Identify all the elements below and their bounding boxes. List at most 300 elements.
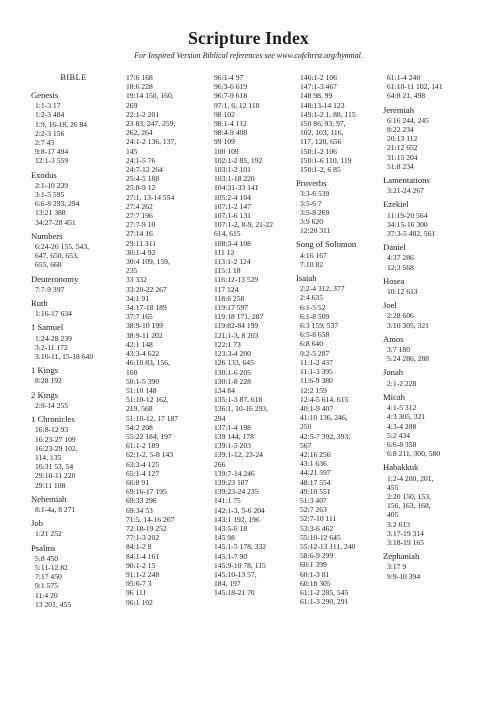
book-name: Amos: [383, 333, 404, 344]
index-entry: 1:16-17 634: [35, 309, 72, 319]
index-entry: 12:1-3 559: [35, 156, 69, 166]
book-name: Zephaniah: [383, 551, 420, 562]
index-entry: 23 83, 247, 259,: [126, 119, 176, 129]
index-entry: 25:4-5 188: [126, 174, 160, 184]
index-entry: 31:15 204: [387, 152, 418, 162]
index-entry: 11:1-2 437: [300, 357, 333, 367]
index-entry: 4:37 286: [387, 253, 414, 263]
index-entry: 53:3-6 462: [300, 523, 334, 533]
index-entry: 8:28 192: [35, 376, 62, 386]
index-entry: 2:2-3 156: [35, 128, 65, 138]
index-entry: 69:33 296: [126, 496, 157, 506]
index-entry: 41:10 136, 246,: [300, 413, 348, 423]
index-entry: 37:3-5 482, 561: [387, 229, 436, 239]
book-group: [383, 334, 460, 364]
book-group: [383, 105, 460, 171]
index-entry: 11:1-3 395: [300, 367, 333, 377]
index-entry: 266: [214, 459, 226, 469]
index-entry: 103:1-2 101: [214, 165, 251, 175]
index-entry: 7:17 450: [35, 572, 62, 582]
index-entry: 22:1-2 201: [126, 109, 160, 119]
index-entry: 44:21 597: [300, 468, 331, 478]
book-name: Jonah: [383, 367, 404, 378]
index-entry: 84:1-4 161: [126, 551, 160, 561]
index-entry: 150 86, 93, 97,: [300, 119, 346, 129]
index-entry: 3:1-5 595: [35, 190, 65, 200]
index-column: [122, 73, 210, 613]
index-entry: 96:1-4 97: [214, 73, 244, 82]
index-entry: 2:28 606: [387, 311, 414, 321]
index-entry: 108:3-4 108: [214, 238, 251, 248]
index-entry: 2:2-4 312, 377: [300, 284, 345, 294]
index-entry: 119:17 597: [214, 303, 249, 313]
index-entry: 29:10-11 220: [35, 471, 76, 481]
index-entry: 294: [214, 413, 226, 423]
index-entry: 4:1-5 312: [387, 403, 417, 413]
index-entry: 16:23-27 109: [35, 434, 76, 444]
index-entry: 567: [300, 440, 312, 450]
index-entry: 20:13 112: [387, 134, 418, 144]
index-entry: 119:82-84 199: [214, 321, 259, 331]
index-entry: 3:10-11, 15-18 640: [35, 352, 94, 362]
index-entry: 1:24-28 239: [35, 333, 72, 343]
book-group: [383, 242, 460, 272]
index-entry: 65:1-4 127: [126, 468, 160, 478]
index-entry: 33 332: [126, 275, 147, 285]
index-entry: 3:7 180: [387, 345, 410, 355]
book-name: Joel: [383, 300, 397, 311]
index-entry: 8:1-4a, 8 271: [35, 504, 76, 514]
index-entry: 37:7 165: [126, 312, 153, 322]
book-group: [383, 367, 460, 387]
index-entry: 9:2-5 287: [300, 348, 330, 358]
index-entry: 9:1 575: [35, 581, 58, 591]
index-entry: 115:1 18: [214, 266, 241, 276]
index-column: [210, 73, 296, 613]
book-group: [296, 239, 377, 269]
index-entry: 119:18 171, 287: [214, 312, 264, 322]
index-entry: 2:4 635: [300, 293, 323, 303]
index-entry: 1:2-3 484: [35, 110, 65, 120]
index-entry: 150:1-6 110, 119: [300, 155, 352, 165]
index-entry: 49:10 551: [300, 486, 331, 496]
index-entry: 1:1-3 17: [35, 101, 61, 111]
index-entry: 139:23 187: [214, 477, 249, 487]
index-entry: 3:10 305, 321: [387, 320, 429, 330]
index-entry: 4:3 305, 321: [387, 412, 426, 422]
book-name: Ruth: [31, 298, 48, 309]
index-entry: 7:10 82: [300, 259, 323, 269]
index-entry: 51:3 407: [300, 495, 327, 505]
index-entry: 142:1-3, 5-6 204: [214, 505, 265, 515]
index-entry: 117, 120, 656: [300, 137, 342, 147]
index-entry: 50:1-5 390: [126, 376, 160, 386]
book-name: Lamentations: [383, 175, 430, 186]
index-entry: 145:9-10 78, 115: [214, 560, 266, 570]
index-entry: 12:4-5 614, 615: [300, 394, 349, 404]
index-entry: 139:23-24 235: [214, 487, 259, 497]
index-entry: 98:4-9 408: [214, 128, 248, 138]
index-entry: 25:8-9 12: [126, 183, 156, 193]
index-entry: 235: [126, 266, 138, 276]
index-entry: 60:18 305: [300, 578, 331, 588]
book-group: [210, 73, 290, 598]
index-entry: 455: [387, 482, 399, 492]
index-entry: 150:1-2 106: [300, 146, 337, 156]
index-column: [383, 73, 466, 613]
index-entry: 126 133, 645: [214, 358, 254, 368]
index-entry: 30:4 109, 159,: [126, 257, 170, 267]
index-entry: 11:19-20 564: [387, 210, 428, 220]
index-entry: 96:1 102: [126, 597, 153, 607]
index-entry: 145:18-21 70: [214, 588, 255, 598]
book-group: [296, 178, 377, 235]
index-entry: 6:8 640: [300, 339, 323, 349]
index-entry: 2:20 150, 153,: [387, 491, 431, 501]
index-entry: 12:3 568: [387, 262, 414, 272]
index-entry: 96 111: [126, 588, 147, 598]
book-group: [296, 273, 377, 606]
index-entry: 104:31-33 141: [214, 183, 259, 193]
index-entry: 95:6-7 3: [126, 579, 152, 589]
index-entry: 114, 135: [35, 452, 62, 462]
index-entry: 614, 615: [214, 229, 241, 239]
index-entry: 19:14 150, 160,: [126, 91, 174, 101]
index-entry: 135:1-3 87, 618: [214, 395, 263, 405]
index-entry: 27:7-9 10: [126, 220, 156, 230]
book-group: [383, 392, 460, 458]
index-entry: 24:7-12 264: [126, 165, 163, 175]
index-entry: 60:1-3 81: [300, 569, 330, 579]
index-entry: 6:6-8 358: [387, 439, 417, 449]
book-group: [383, 462, 460, 547]
index-entry: 3:2 613: [387, 519, 410, 529]
index-entry: 5:11-12 82: [35, 562, 68, 572]
page-title: Scripture Index: [188, 28, 309, 48]
book-name: Psalms: [31, 542, 56, 553]
index-entry: 123:3-4 200: [214, 349, 251, 359]
index-entry: 61:10-11 102, 141: [387, 82, 443, 92]
index-entry: 102:1-2 85, 192: [214, 155, 263, 165]
index-entry: 107:1-6 131: [214, 211, 251, 221]
index-entry: 121:1-3, 8 203: [214, 330, 259, 340]
index-entry: 51:10 148: [126, 385, 157, 395]
index-entry: 29:11 311: [126, 238, 157, 248]
index-entry: 71:5, 14-16 267: [126, 514, 175, 524]
index-entry: 6:16 244, 245: [387, 115, 429, 125]
index-entry: 146:1-2 106: [300, 73, 337, 82]
index-entry: 6:6-8 293, 294: [35, 199, 80, 209]
index-entry: 105:2-4 104: [214, 192, 251, 202]
book-group: [31, 543, 116, 609]
index-entry: 16:23-29 102,: [35, 443, 78, 453]
index-entry: 139:1-5 203: [214, 441, 251, 451]
index-entry: 34:27-28 451: [35, 217, 76, 227]
book-group: [31, 494, 116, 514]
index-entry: 6:8 211, 300, 580: [387, 449, 441, 459]
index-entry: 48:17 554: [300, 477, 331, 487]
book-group: [31, 414, 116, 490]
index-entry: 97:1, 6, 12 118: [214, 100, 260, 110]
index-entry: 34:17-18 189: [126, 303, 167, 313]
index-entry: 12:20 311: [300, 226, 331, 236]
index-entry: 61:1-2 189: [126, 441, 160, 451]
index-entry: 99 109: [214, 137, 235, 147]
index-entry: 113:1-2 124: [214, 257, 251, 267]
index-entry: 84:1-2 8: [126, 542, 152, 552]
index-entry: 145:1-5 178, 332: [214, 542, 267, 552]
index-entry: 11:4 20: [35, 590, 58, 600]
index-entry: 6:1-8 509: [300, 311, 330, 321]
book-name: 2 Kings: [31, 389, 58, 400]
index-entry: 6:24-26 155, 543,: [35, 242, 89, 252]
index-entry: 98:1-4 112: [214, 119, 247, 129]
book-group: [31, 322, 116, 361]
index-entry: 55:10-12 645: [300, 532, 341, 542]
index-entry: 6:5-8 658: [300, 330, 330, 340]
index-entry: 3:2-11 172: [35, 342, 68, 352]
book-name: Song of Solomon: [296, 239, 357, 250]
index-entry: 21:12 652: [387, 143, 418, 153]
index-entry: 46:10 83, 156,: [126, 358, 170, 368]
index-entry: 6:3 159, 537: [300, 321, 339, 331]
index-entry: 61:1-3 290, 291: [300, 597, 349, 607]
index-entry: 38:9-11 202: [126, 330, 163, 340]
book-name: Nehemiah: [31, 493, 67, 504]
index-entry: 139:7-14 246: [214, 468, 255, 478]
book-name: Proverbs: [296, 178, 327, 189]
book-group: [31, 231, 116, 270]
book-group: [383, 175, 460, 195]
index-entry: 96:3-6 619: [214, 82, 248, 92]
index-entry: 145: [126, 146, 138, 156]
book-group: [31, 274, 116, 294]
index-entry: 16:8-12 93: [35, 425, 69, 435]
index-entry: 27:4 262: [126, 201, 153, 211]
index-entry: 139 144, 178: [214, 431, 254, 441]
index-entry: 116:12-13 529: [214, 275, 259, 285]
index-entry: 184, 197: [214, 579, 241, 589]
index-entry: 43:3-4 622: [126, 349, 160, 359]
index-entry: 9:8-17 494: [35, 147, 69, 157]
index-entry: 107:1-2, 8-9, 21-22: [214, 220, 274, 230]
book-group: [383, 199, 460, 238]
index-entry: 34:15-16 300: [387, 219, 428, 229]
index-entry: 117 124: [214, 284, 239, 294]
index-entry: 54:2 208: [126, 422, 153, 432]
index-entry: 61:1-4 240: [387, 73, 421, 82]
index-entry: 34:1 91: [126, 293, 149, 303]
index-entry: 111 12: [214, 247, 235, 257]
index-entry: 33:20-22 267: [126, 284, 167, 294]
index-entry: 27:1, 13-14 554: [126, 192, 175, 202]
index-entry: 1:9, 16-18, 26 84: [35, 119, 88, 129]
book-group: [122, 73, 204, 607]
index-entry: 3:18-19 165: [387, 537, 424, 547]
book-name: 1 Samuel: [31, 322, 64, 333]
index-columns: [31, 73, 466, 613]
index-entry: 145:10-13 57,: [214, 569, 257, 579]
index-entry: 143:5-6 18: [214, 523, 248, 533]
page-subtitle: For Inspired Version Biblical references see www.cofchrist.org/hymnal.: [134, 51, 363, 60]
index-entry: 3:5-6 7: [300, 198, 322, 208]
index-entry: 29:11 108: [35, 480, 66, 490]
index-entry: 6:1-5 52: [300, 302, 326, 312]
index-entry: 55:12-13 111, 240: [300, 541, 356, 551]
index-entry: 134 84: [214, 385, 235, 395]
index-entry: 3:3-6 539: [300, 189, 330, 199]
book-name: Daniel: [383, 242, 406, 253]
index-entry: 1:21 252: [35, 529, 62, 539]
index-entry: 64:8 21, 498: [387, 91, 426, 101]
index-entry: 51:10-12 162,: [126, 395, 169, 405]
book-group: [383, 73, 460, 101]
book-name: Micah: [383, 391, 405, 402]
index-entry: 3:17-19 314: [387, 528, 424, 538]
index-entry: 143:1 192, 196: [214, 514, 260, 524]
index-entry: 30:1-4 92: [126, 247, 156, 257]
book-group: [31, 90, 116, 166]
index-entry: 2:1-2 228: [387, 378, 417, 388]
index-entry: 11:6-9 380: [300, 376, 333, 386]
index-entry: 72:18-19 252: [126, 523, 167, 533]
index-entry: 10:12 613: [387, 287, 418, 297]
index-entry: 3:17 9: [387, 562, 407, 572]
index-entry: 219, 568: [126, 404, 153, 414]
index-entry: 91:1-2 248: [126, 569, 160, 579]
index-entry: 269: [126, 100, 138, 110]
index-entry: 405: [387, 510, 399, 520]
index-entry: 90:1-2 15: [126, 560, 156, 570]
index-entry: 156, 163, 168,: [387, 501, 431, 511]
index-entry: 18:6 228: [126, 82, 153, 92]
index-entry: 148 98, 99: [300, 91, 333, 101]
index-entry: 69:16-17 195: [126, 487, 167, 497]
book-name: Deuteronomy: [31, 273, 79, 284]
index-entry: 103:1-18 220: [214, 174, 255, 184]
index-entry: 51:10-12, 17 187: [126, 413, 179, 423]
index-entry: 42:1 148: [126, 339, 153, 349]
book-group: [31, 365, 116, 385]
index-entry: 52:7 263: [300, 505, 327, 515]
index-entry: 148:13-14 123: [300, 100, 345, 110]
index-column: [31, 73, 122, 613]
index-entry: 5:8 450: [35, 553, 58, 563]
index-entry: 160: [126, 367, 138, 377]
index-column: [296, 73, 383, 613]
index-entry: 130:1-8 228: [214, 376, 251, 386]
book-name: Exodus: [31, 169, 57, 180]
index-entry: 8:22 234: [387, 125, 414, 135]
index-entry: 16:31 53, 54: [35, 462, 74, 472]
index-entry: 149:1-2 1, 88, 115: [300, 109, 356, 119]
book-name: Ezekiel: [383, 199, 409, 210]
book-name: Job: [31, 518, 43, 529]
book-name: Hosea: [383, 275, 405, 286]
index-entry: 69:34 53: [126, 505, 153, 515]
index-entry: 77:1-3 202: [126, 533, 160, 543]
index-entry: 4:3-4 288: [387, 421, 417, 431]
index-entry: 647, 650, 653,: [35, 251, 79, 261]
index-entry: 1:2-4 200, 201,: [387, 473, 434, 483]
book-group: [383, 551, 460, 581]
index-entry: 100 109: [214, 146, 239, 156]
index-entry: 137:1-4 198: [214, 422, 251, 432]
book-name: Jeremiah: [383, 104, 415, 115]
book-name: 1 Kings: [31, 365, 58, 376]
index-entry: 147:1-3 467: [300, 82, 337, 92]
book-group: [383, 300, 460, 330]
index-entry: 12:2 159: [300, 385, 327, 395]
book-group: [31, 390, 116, 410]
index-entry: 145 98: [214, 533, 235, 543]
index-entry: 262, 264: [126, 128, 153, 138]
book-group: [296, 73, 377, 174]
book-name: Numbers: [31, 230, 63, 241]
index-entry: 62:1-2, 5-8 143: [126, 450, 174, 460]
index-entry: 150:1-2, 6 85: [300, 165, 341, 175]
index-entry: 122:1 73: [214, 339, 241, 349]
index-entry: 2:9-14 255: [35, 400, 69, 410]
book-name: Habakkuk: [383, 462, 419, 473]
index-entry: 24:1-2 136, 137,: [126, 137, 177, 147]
index-entry: 61:1-2 285, 545: [300, 587, 349, 597]
index-entry: 13 201, 455: [35, 599, 72, 609]
index-entry: 655, 660: [35, 260, 62, 270]
index-entry: 13:21 388: [35, 208, 66, 218]
index-entry: 52:7-10 111: [300, 514, 337, 524]
index-entry: 98 102: [214, 109, 235, 119]
index-entry: 102, 103, 116,: [300, 128, 344, 138]
book-group: [31, 170, 116, 227]
index-entry: 55:22 184, 197: [126, 431, 172, 441]
index-entry: 5:2 434: [387, 430, 410, 440]
index-entry: 139:1-12, 23-24: [214, 450, 263, 460]
index-entry: 27:14 16: [126, 229, 153, 239]
section-heading-bible: BIBLE: [60, 73, 87, 82]
index-entry: 141:1 75: [214, 496, 241, 506]
index-entry: 3:9 620: [300, 217, 323, 227]
index-entry: 58:6-9 299: [300, 551, 334, 561]
index-entry: 130:1-6 205: [214, 367, 251, 377]
index-entry: 7:7-9 397: [35, 284, 65, 294]
index-entry: 24:1-5 76: [126, 155, 156, 165]
book-name: Isaiah: [296, 273, 317, 284]
index-entry: 63:3-4 125: [126, 459, 160, 469]
index-entry: 9:9-10 394: [387, 571, 421, 581]
index-entry: 3:5-8 269: [300, 207, 330, 217]
index-entry: 118:6 258: [214, 293, 245, 303]
index-entry: 17:6 168: [126, 73, 153, 82]
index-entry: 40:1-9 407: [300, 403, 334, 413]
index-entry: 4:16 167: [300, 250, 327, 260]
index-entry: 43:1 636: [300, 459, 327, 469]
index-entry: 51:8 234: [387, 161, 414, 171]
index-entry: 3:21-24 267: [387, 186, 424, 196]
book-group: [31, 298, 116, 318]
index-entry: 42:16 256: [300, 449, 331, 459]
index-entry: 60:1 399: [300, 560, 327, 570]
index-entry: 145:1-7 90: [214, 551, 248, 561]
book-name: 1 Chronicles: [31, 414, 75, 425]
index-entry: 66:8 91: [126, 477, 149, 487]
index-entry: 250: [300, 422, 312, 432]
index-entry: 96:7-9 618: [214, 91, 248, 101]
index-entry: 27:7 196: [126, 211, 153, 221]
index-entry: 38:9-10 199: [126, 321, 163, 331]
index-entry: 2:7 43: [35, 138, 55, 148]
index-entry: 42:5-7 392, 393,: [300, 431, 351, 441]
